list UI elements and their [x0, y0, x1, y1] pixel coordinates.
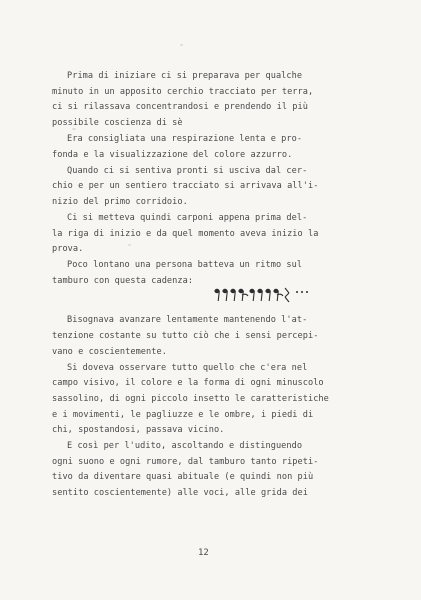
text-line: chio e per un sentiero tracciato si arrivava all'i- [52, 181, 319, 191]
text-line: E così per l'udito, ascoltando e distinguendo [67, 441, 303, 451]
rhythm-notation-icon [214, 286, 314, 304]
text-line: e i movimenti, le pagliuzze e le ombre, i piedi di [52, 410, 314, 420]
paper-smudge [128, 244, 131, 246]
text-line: Ci si metteva quindi carponi appena prima del- [67, 213, 308, 223]
text-line: Era consigliata una respirazione lenta e pro- [67, 134, 303, 144]
text-line: chi, spostandosi, passava vicino. [52, 425, 225, 435]
text-line: tamburo con questa cadenza: [52, 276, 194, 286]
text-line: Si doveva osservare tutto quello che c'era nel [67, 363, 308, 373]
text-line: tivo da diventare quasi abituale (e quindi non più [52, 472, 314, 482]
text-line: sassolino, di ogni piccolo insetto le caratteristiche [52, 394, 329, 404]
text-line: ci si rilassava concentrandosi e prendendo il più [52, 102, 308, 112]
text-line: tenzione costante su tutto ciò che i sensi percepi- [52, 331, 319, 341]
text-line: campo visivo, il colore e la forma di ogni minuscolo [52, 378, 324, 388]
text-line: Bisognava avanzare lentamente mantenendo l'at- [67, 315, 308, 325]
text-line: Prima di iniziare ci si preparava per qualche [67, 71, 303, 81]
text-line: Quando ci si sentiva pronti si usciva dal cer- [67, 166, 308, 176]
text-line: la riga di inizio e da quel momento aveva inizio la [52, 229, 319, 239]
text-line: minuto in un apposito cerchio tracciato per terra, [52, 87, 314, 97]
paper-smudge [180, 44, 183, 46]
text-line: Poco lontano una persona batteva un ritmo sul [67, 260, 303, 270]
text-line: prova. [52, 244, 84, 254]
text-line: ogni suono e ogni rumore, dal tamburo tanto ripeti- [52, 457, 319, 467]
text-line: nizio del primo corridoio. [52, 197, 188, 207]
text-line: sentito coscientemente) alle voci, alle grida dei [52, 488, 308, 498]
page-number: 12 [198, 548, 209, 558]
text-line: fonda e la visualizzazione del colore azzurro. [52, 150, 293, 160]
text-line: vano e coscientemente. [52, 347, 167, 357]
text-line: possibile coscienza di sè [52, 118, 183, 128]
